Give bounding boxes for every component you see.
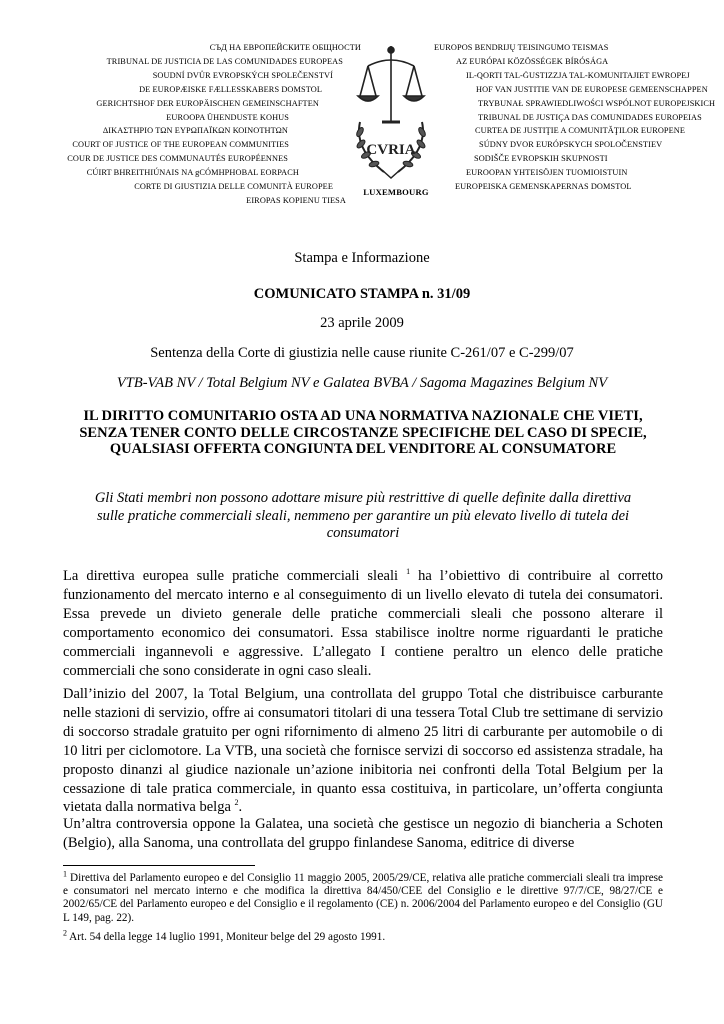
header-name: CURTEA DE JUSTIŢIE A COMUNITĂŢILOR EUROPENE	[475, 126, 686, 136]
header-name: GERICHTSHOF DER EUROPÄISCHEN GEMEINSCHAFTEN	[96, 98, 319, 108]
paragraph-3: Un’altra controversia oppone la Galatea, una società che gestisce un negozio di biancheria a Schoten (Belgio), alla Sanoma, una controllata del gruppo finlandese Sanoma, editrice di diverse	[63, 816, 663, 851]
section-label: Stampa e Informazione	[294, 250, 430, 266]
header-name: ΔΙΚΑΣΤΗΡΙΟ ΤΩΝ ΕΥΡΩΠΑΪΚΩΝ ΚΟΙΝΟΤΗΤΩΝ	[102, 126, 288, 136]
footnote-number: 2	[63, 928, 67, 938]
header-name: TRIBUNAL DE JUSTICIA DE LAS COMUNIDADES EUROPEAS	[106, 56, 343, 66]
header-name: HOF VAN JUSTITIE VAN DE EUROPESE GEMEENSCHAPPEN	[476, 84, 708, 94]
header-name: EIROPAS KOPIENU TIESA	[246, 195, 346, 205]
footnote-ref-1[interactable]: 1	[406, 567, 411, 577]
paragraph-1	[63, 567, 663, 680]
footnote-number: 1	[63, 869, 67, 879]
headline: IL DIRITTO COMUNITARIO OSTA AD UNA NORMATIVA NAZIONALE CHE VIETI, SENZA TENER CONTO DELLE CIRCOSTANZE SPECIFICHE DEL CASO DI SPECIE, QUALSIASI OFFERTA CONGIUNTA DEL VENDITORE AL CONSUMATORE	[79, 408, 647, 457]
paragraph-text: .	[238, 799, 243, 816]
court-emblem	[346, 44, 436, 194]
header-name: SODIŠČE EVROPSKIH SKUPNOSTI	[474, 154, 608, 164]
header-name: CORTE DI GIUSTIZIA DELLE COMUNITÀ EUROPEE	[134, 182, 333, 192]
header-names-right	[430, 41, 724, 194]
footnote-text: Direttiva del Parlamento europeo e del Consiglio 11 maggio 2005, 2005/29/CE, relativa alle pratiche commerciali sleali tra imprese e consumatori nel mercato interno e che modifica la direttiva 84/450/CEE del Consiglio e le direttive 97/7/CE, 98/27/CE e 2002/65/CE del Parlamento europeo e del Consiglio e il regolamento (CE) n. 2006/2004 del Parlamento europeo e del Consiglio (GU L 149, pag. 22).	[63, 872, 663, 924]
paragraph-text: La direttiva europea sulle pratiche commerciali sleali	[63, 568, 407, 584]
footnote-1	[63, 869, 663, 925]
header-name: EUROPOS BENDRIJŲ TEISINGUMO TEISMAS	[434, 43, 609, 52]
judgment-reference: Sentenza della Corte di giustizia nelle cause riunite C-261/07 e C-299/07	[150, 345, 574, 361]
emblem-text: CVRIA	[366, 142, 416, 158]
paragraph-text: Dall’inizio del 2007, la Total Belgium, una controllata del gruppo Total che distribuisce carburante nelle stazioni di servizio, offre ai consumatori titolari di una tessera Total Club tre settimane di servizio di soccorso stradale gratuito per ogni rifornimento di almeno 25 litri di carburante per automobile o di 10 litri per ciclomotore. La VTB, una società che fornisce servizi di soccorso ed assistenza stradale, ha proposto dinanzi al giudice nazionale un’azione inibitoria nei confronti della Total Belgium per la cessazione di tale pratica commerciale, in quanto essa costituiva, in particolare, un’offerta congiunta vietata dalla normativa belga	[63, 686, 663, 816]
header-name: SOUDNÍ DVŮR EVROPSKÝCH SPOLEČENSTVÍ	[152, 70, 333, 80]
header-name: IL-QORTI TAL-ĠUSTIZZJA TAL-KOMUNITAJIET EWROPEJ	[466, 70, 690, 80]
footnote-2	[63, 928, 663, 944]
header-name: EUROPEISKA GEMENSKAPERNAS DOMSTOL	[455, 182, 632, 192]
press-release-number: COMUNICATO STAMPA n. 31/09	[253, 286, 471, 302]
header-name: CÚIRT BHREITHIÚNAIS NA gCÓMHPHOBAL EORPACH	[86, 168, 299, 178]
header-name: EUROOPA ÜHENDUSTE KOHUS	[166, 112, 289, 122]
header-name: COUR DE JUSTICE DES COMMUNAUTÉS EUROPÉENNES	[67, 154, 288, 164]
paragraph-2	[63, 685, 663, 817]
header-name: EUROOPAN YHTEISÖJEN TUOMIOISTUIN	[466, 168, 628, 178]
header-names-left	[0, 41, 361, 208]
release-date: 23 aprile 2009	[320, 315, 404, 331]
footnote-text: Art. 54 della legge 14 luglio 1991, Moniteur belge del 29 agosto 1991.	[67, 931, 386, 943]
header-name: SÚDNY DVOR EURÓPSKYCH SPOLOČENSTIEV	[479, 140, 663, 150]
footnote-ref-2[interactable]: 2	[234, 798, 239, 808]
header-name: TRYBUNAŁ SPRAWIEDLIWOŚCI WSPÓLNOT EUROPEJSKICH	[478, 98, 716, 108]
paragraph-text: ha l’obiettivo di contribuire al corretto funzionamento del mercato interno e al conseguimento di un livello elevato di tutela dei consumatori. Essa prevede un divieto generale delle pratiche commerciali sleali che possono alterare il comportamento economico dei consumatori. Essa stabilisce inoltre norme riguardanti le pratiche commerciali ingannevoli e aggressive. L’allegato I contiene peraltro un elenco delle pratiche commerciali che sono considerate in ogni caso sleali.	[63, 568, 663, 679]
header-name: COURT OF JUSTICE OF THE EUROPEAN COMMUNITIES	[72, 140, 289, 150]
city-label: LUXEMBOURG	[363, 187, 429, 197]
header-name: TRIBUNAL DE JUSTIÇA DAS COMUNIDADES EUROPEIAS	[478, 112, 702, 122]
subheadline: Gli Stati membri non possono adottare misure più restrittive di quelle definite dalla direttiva sulle pratiche commerciali sleali, nemmeno per garantire un più elevato livello di tutela dei consumatori	[94, 490, 632, 541]
case-parties: VTB-VAB NV / Total Belgium NV e Galatea BVBA / Sagoma Magazines Belgium NV	[116, 375, 608, 391]
header-name: AZ EURÓPAI KÖZÖSSÉGEK BÍRÓSÁGA	[456, 56, 609, 66]
scales-of-justice-icon	[346, 44, 436, 194]
header-name: СЪД НА ЕВРОПЕЙСКИТЕ ОБЩНОСТИ	[209, 43, 361, 52]
footnote-separator	[63, 865, 255, 866]
header-name: DE EUROPÆISKE FÆLLESSKABERS DOMSTOL	[139, 84, 322, 94]
